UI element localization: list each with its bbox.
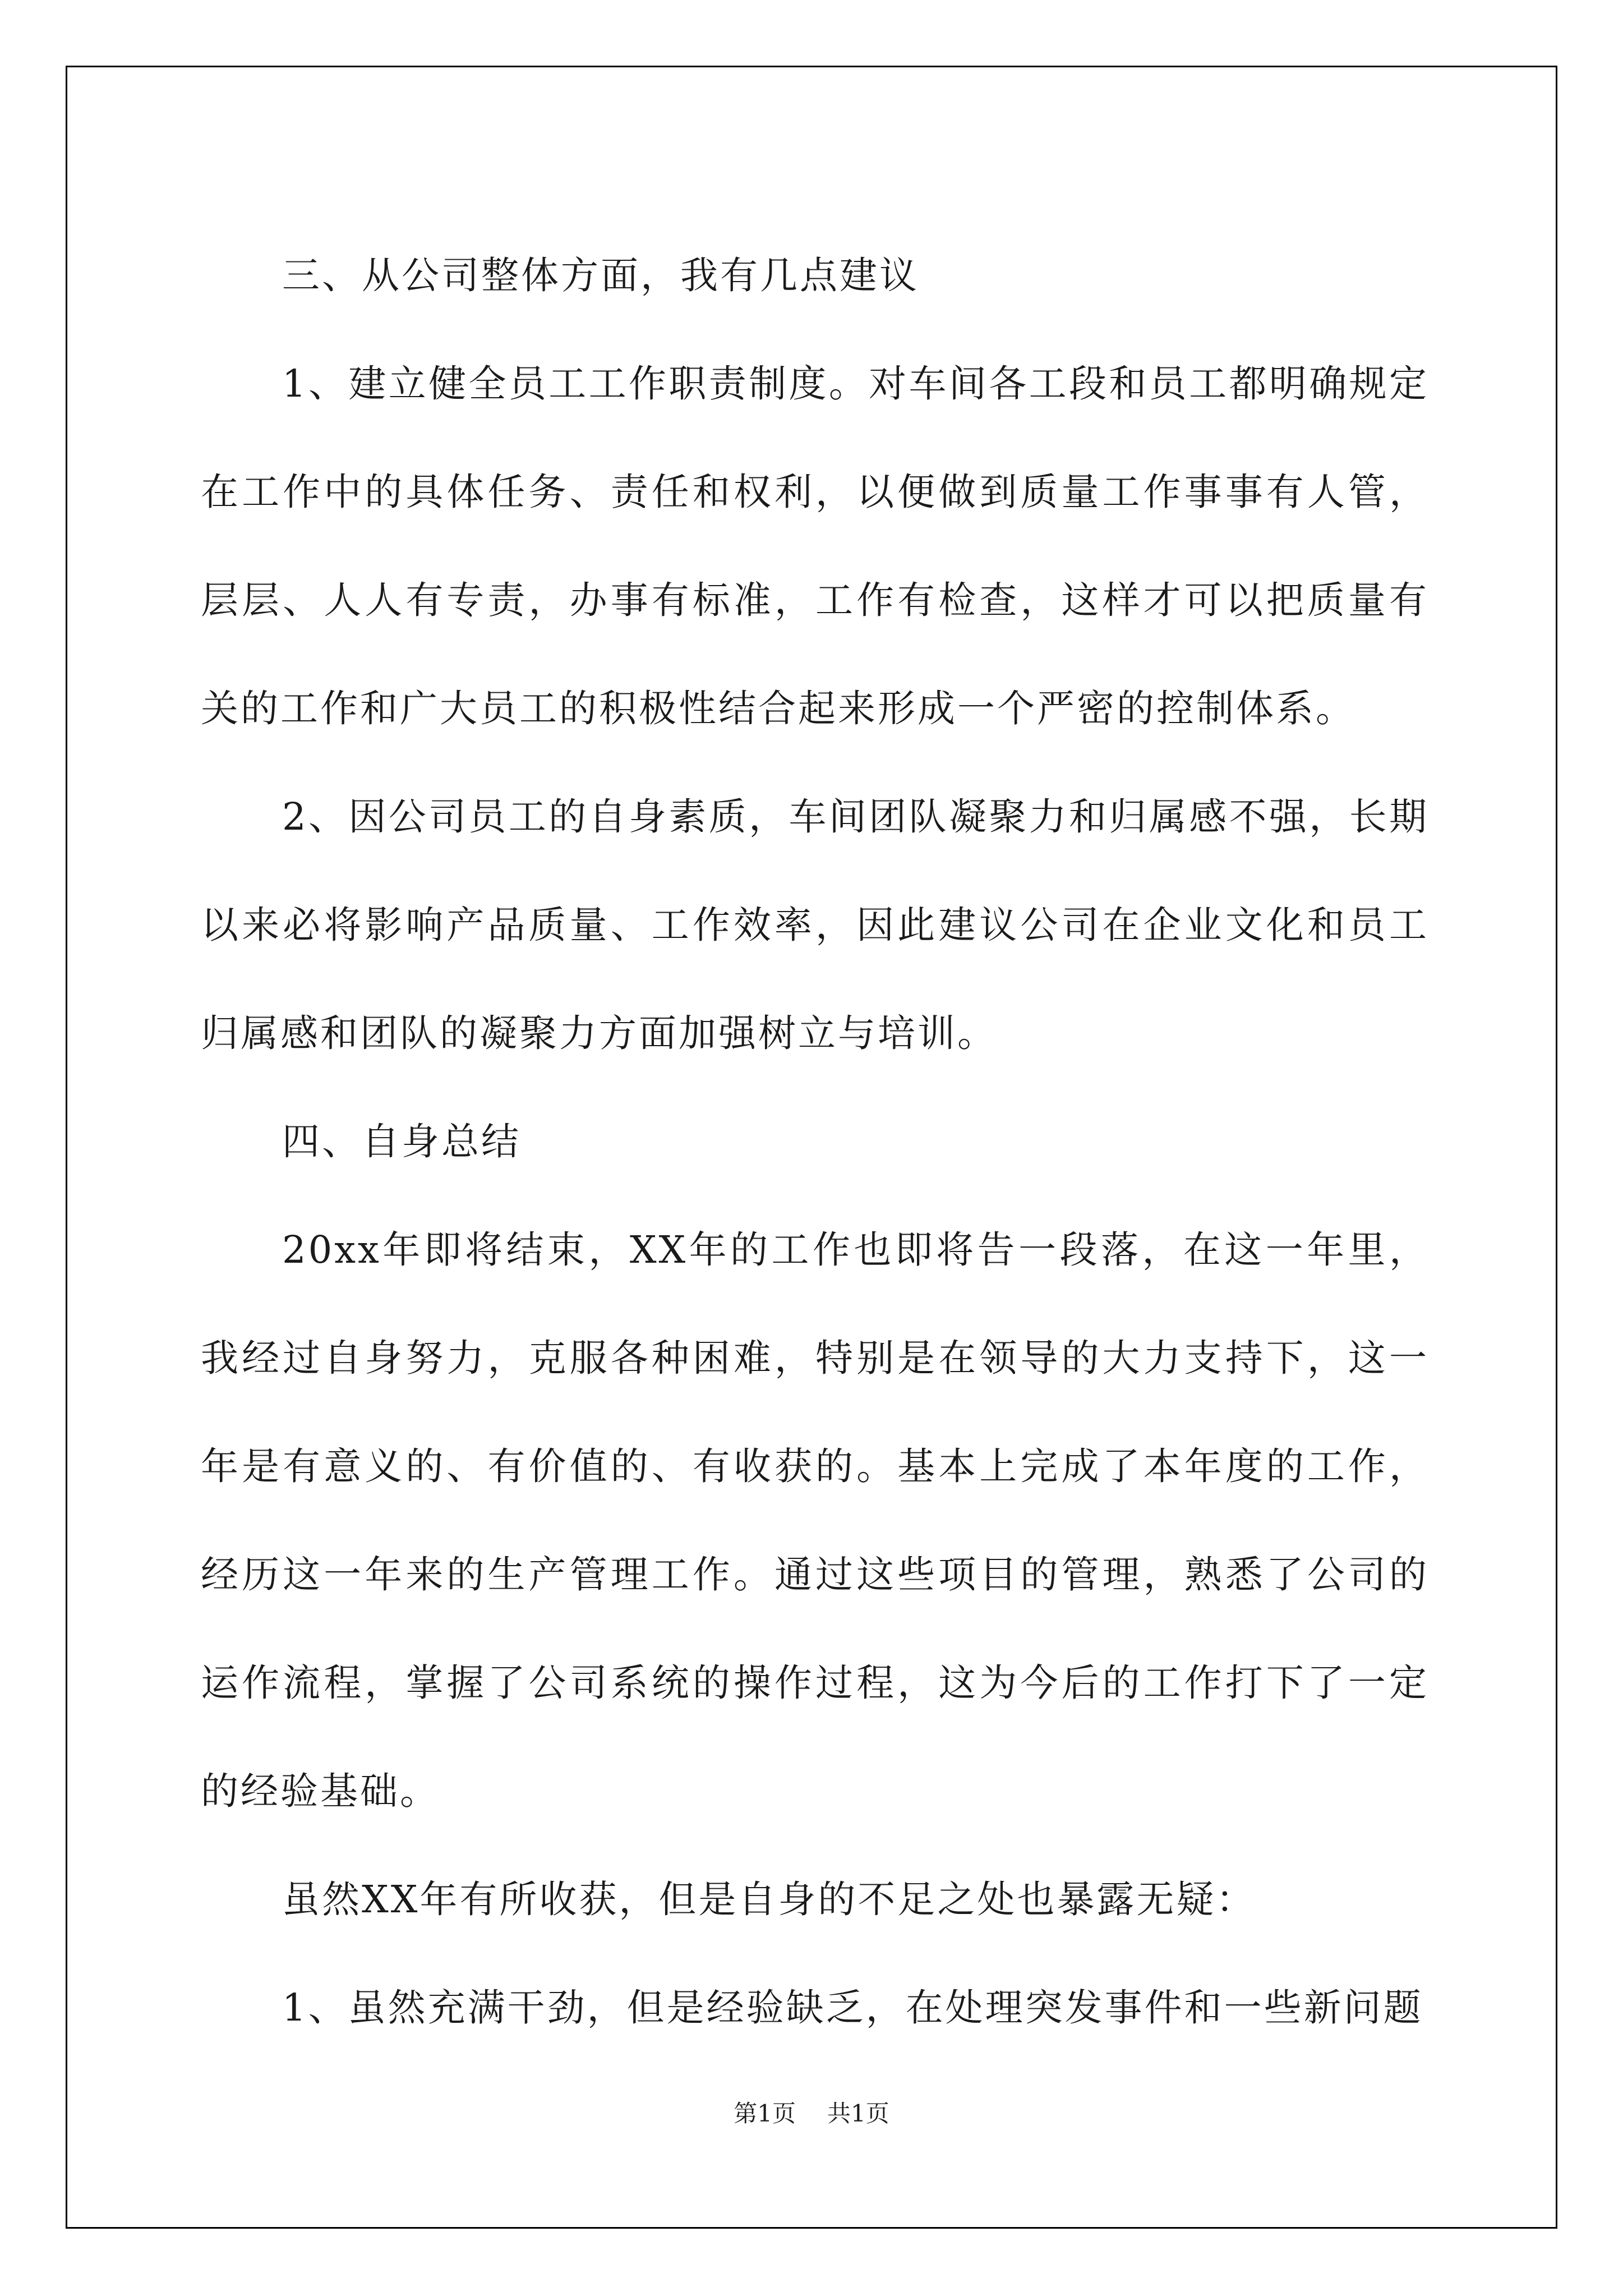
section-heading-suggestions: 三、从公司整体方面，我有几点建议 bbox=[282, 254, 919, 297]
paragraph-item-2-team-cohesion: 2、因公司员工的自身素质，车间团队凝聚力和归属感不强，长期以来必将影响产品质量、工作效率，因此建议公司在企业文化和员工归属感和团队的凝聚力方面加强树立与培训。 bbox=[201, 795, 1429, 1055]
paragraph-item-1-responsibility: 1、建立健全员工工作职责制度。对车间各工段和员工都明确规定在工作中的具体任务、责任和权利，以便做到质量工作事事有人管，层层、人人有专责，办事有标准，工作有检查，这样才可以把质量有关的工作和广大员工的积极性结合起来形成一个严密的控制体系。 bbox=[201, 362, 1429, 730]
paragraph-shortcoming-1: 1、虽然充满干劲，但是经验缺乏，在处理突发事件和一些新问题 bbox=[282, 1986, 1423, 2030]
paragraph-shortcomings-intro: 虽然XX年有所收获，但是自身的不足之处也暴露无疑： bbox=[282, 1878, 1256, 1921]
section-heading-self-summary: 四、自身总结 bbox=[282, 1120, 521, 1163]
page-footer bbox=[0, 2097, 1623, 2131]
paragraph-year-summary: 20xx年即将结束，XX年的工作也即将告一段落，在这一年里，我经过自身努力，克服各种困难，特别是在领导的大力支持下，这一年是有意义的、有价值的、有收获的。基本上完成了本年度的工作，经历这一年来的生产管理工作。通过这些项目的管理，熟悉了公司的运作流程，掌握了公司系统的操作过程，这为今后的工作打下了一定的经验基础。 bbox=[201, 1228, 1429, 1813]
document-body bbox=[201, 222, 1429, 2062]
page-number: 第1页 bbox=[734, 2100, 796, 2127]
page-total: 共1页 bbox=[827, 2100, 889, 2127]
